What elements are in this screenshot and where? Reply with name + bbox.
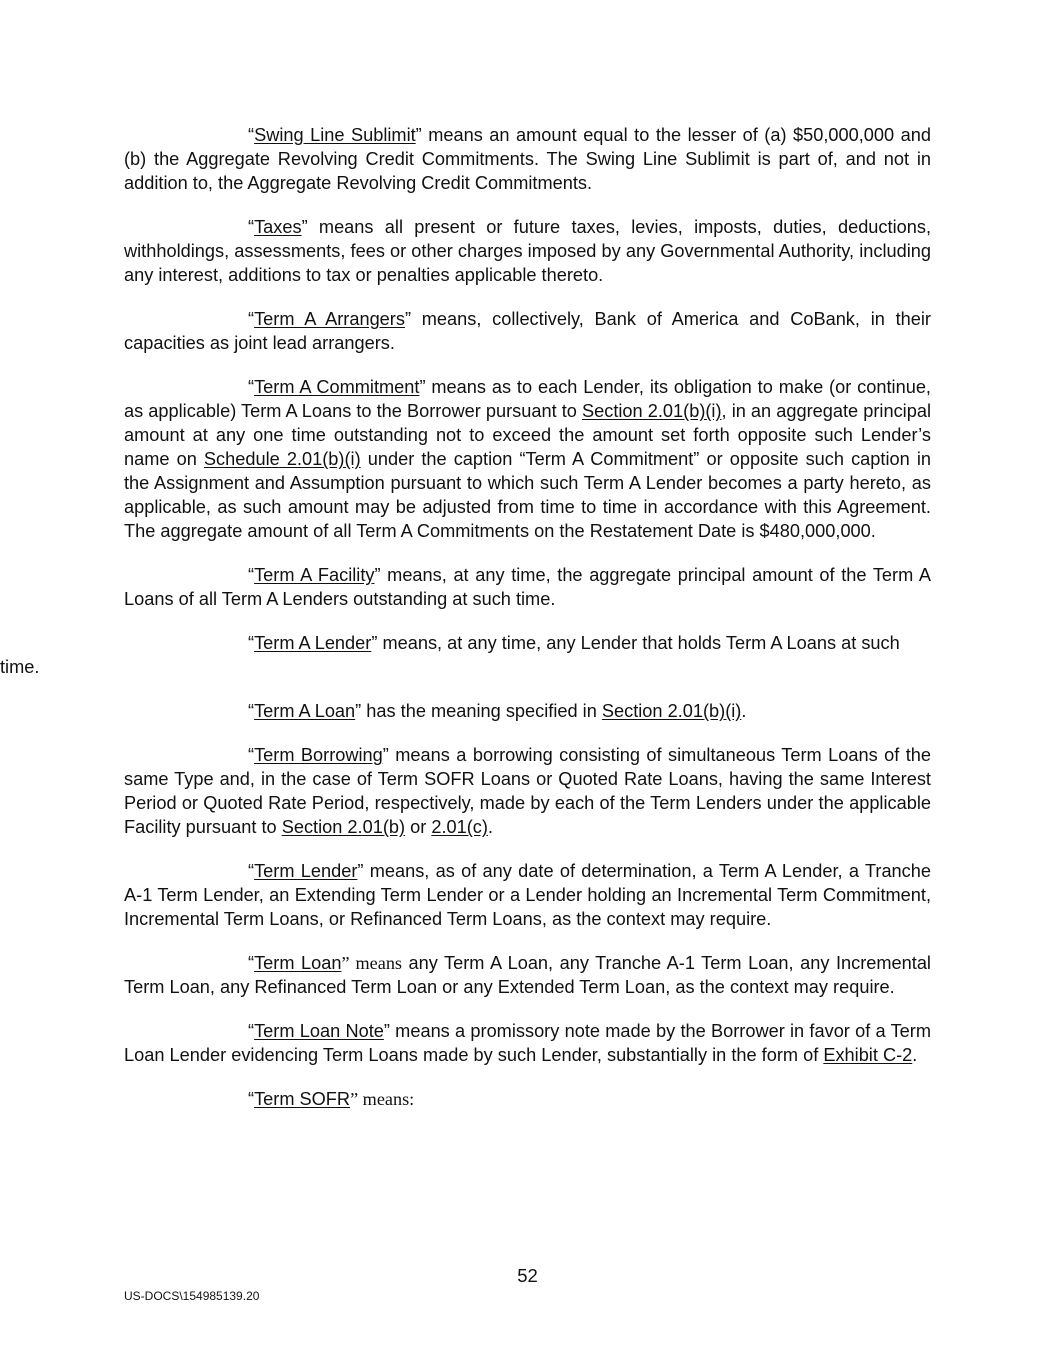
section-reference: Section 2.01(b)(i) xyxy=(601,701,742,721)
section-reference: Section 2.01(b) xyxy=(281,817,406,837)
defined-term: Term A Arrangers xyxy=(254,309,405,329)
defined-term: Term Loan xyxy=(254,953,342,973)
document-page xyxy=(0,123,931,1131)
page-number: 52 xyxy=(517,1265,538,1286)
section-reference: 2.01(c) xyxy=(431,817,488,837)
definition-text: under the caption “Term A Commitment” or opposite such caption in the Assignment and Assumption pursuant to which such Term A Lender becomes a party hereto, as applicable, as such amount may be adjusted from time to time in accordance with this Agreement. The aggregate amount of all Term A Commitments on the Restatement Date is $480,000,000. xyxy=(124,449,931,541)
defined-term: Term SOFR xyxy=(254,1089,351,1109)
definition-text: . xyxy=(487,817,493,837)
definition-text: ” means, at any time, the aggregate principal amount of the Term A Loans of all Term A Lenders outstanding at such time. xyxy=(124,565,931,609)
section-reference: Section 2.01(b)(i) xyxy=(582,401,722,421)
defined-term: Term A Lender xyxy=(254,633,372,653)
definition-text: ” means, at any time, any Lender that holds Term A Loans at such xyxy=(371,633,900,653)
schedule-reference: Schedule 2.01(b)(i) xyxy=(203,449,361,469)
definition-text: ” means as to each Lender, its obligation to make (or continue, as applicable) Term A Loans to the Borrower pursuant to xyxy=(124,377,931,421)
defined-term: Swing Line Sublimit xyxy=(254,125,416,145)
exhibit-reference: Exhibit C-2 xyxy=(823,1045,913,1065)
definition-text-continued: time. xyxy=(0,657,40,677)
defined-term: Term A Loan xyxy=(254,701,356,721)
defined-term: Term A Facility xyxy=(254,565,375,585)
definition-text: or xyxy=(405,817,432,837)
definition-text: ” means, collectively, Bank of America and CoBank, in their capacities as joint lead arrangers. xyxy=(124,309,931,353)
definition-text: any Term A Loan, any Tranche A-1 Term Loan, any Incremental Term Loan, any Refinanced Term Loan or any Extended Term Loan, as the context may require. xyxy=(124,953,931,997)
definition-text-serif: ” means: xyxy=(350,1089,415,1109)
definition-text: ” means a borrowing consisting of simultaneous Term Loans of the same Type and, in the case of Term SOFR Loans or Quoted Rate Loans, having the same Interest Period or Quoted Rate Period, respectively, made by each of the Term Lenders under the applicable Facility pursuant to xyxy=(124,745,931,837)
document-id: US-DOCS\154985139.20 xyxy=(124,1289,260,1303)
defined-term: Term A Commitment xyxy=(254,377,420,397)
definition-text: . xyxy=(741,701,747,721)
definition-term-sofr: “Term SOFR” means: xyxy=(248,1089,415,1109)
definition-term-a-arrangers: “Term A Arrangers” means, collectively, Bank of America and CoBank, in their capacities as joint lead arrangers. xyxy=(124,309,931,353)
definition-text-serif: ” means xyxy=(341,953,402,973)
defined-term: Term Borrowing xyxy=(254,745,383,765)
definition-term-lender: “Term Lender” means, as of any date of determination, a Term A Lender, a Tranche A-1 Term Lender, an Extending Term Lender or a Lender holding an Incremental Term Commitment, Incremental Term Loans, or Refinanced Term Loans, as the context may require. xyxy=(124,861,931,929)
defined-term: Term Loan Note xyxy=(254,1021,384,1041)
defined-term: Term Lender xyxy=(254,861,358,881)
definition-swing-line-sublimit: “Swing Line Sublimit” means an amount equal to the lesser of (a) $50,000,000 and (b) the Aggregate Revolving Credit Commitments. The Swing Line Sublimit is part of, and not in addition to, the Aggregate Revolving Credit Commitments. xyxy=(124,125,931,193)
definition-term-a-commitment: “Term A Commitment” means as to each Lender, its obligation to make (or continue, as applicable) Term A Loans to the Borrower pursuant to Section 2.01(b)(i), in an aggregate principal amount at any one time outstanding not to exceed the amount set forth opposite such Lender’s name on Schedule 2.01(b)(i) under the caption “Term A Commitment” or opposite such caption in the Assignment and Assumption pursuant to which such Term A Lender becomes a party hereto, as applicable, as such amount may be adjusted from time to time in accordance with this Agreement. The aggregate amount of all Term A Commitments on the Restatement Date is $480,000,000. xyxy=(124,377,931,541)
definition-text: ” means an amount equal to the lesser of (a) $50,000,000 and (b) the Aggregate Revolving Credit Commitments. The Swing Line Sublimit is part of, and not in addition to, the Aggregate Revolving Credit Commitments. xyxy=(124,125,931,193)
definition-text: , in an aggregate principal amount at any one time outstanding not to exceed the amount set forth opposite such Lender’s name on xyxy=(124,401,931,469)
definition-term-a-facility: “Term A Facility” means, at any time, the aggregate principal amount of the Term A Loans of all Term A Lenders outstanding at such time. xyxy=(124,565,931,609)
definition-term-loan: “Term Loan” means any Term A Loan, any Tranche A-1 Term Loan, any Incremental Term Loan, any Refinanced Term Loan or any Extended Term Loan, as the context may require. xyxy=(124,953,931,997)
definition-text: ” means, as of any date of determination, a Term A Lender, a Tranche A-1 Term Lender, an Extending Term Lender or a Lender holding an Incremental Term Commitment, Incremental Term Loans, or Refinanced Term Loans, as the context may require. xyxy=(124,861,931,929)
defined-term: Taxes xyxy=(254,217,302,237)
definition-text: ” means a promissory note made by the Borrower in favor of a Term Loan Lender evidencing Term Loans made by such Lender, substantially in the form of xyxy=(124,1021,931,1065)
definition-text: . xyxy=(912,1045,918,1065)
definition-term-a-loan: “Term A Loan” has the meaning specified in Section 2.01(b)(i). xyxy=(248,701,747,721)
definition-term-a-lender: “Term A Lender” means, at any time, any Lender that holds Term A Loans at such time. xyxy=(0,633,900,677)
definition-term-loan-note: “Term Loan Note” means a promissory note made by the Borrower in favor of a Term Loan Lender evidencing Term Loans made by such Lender, substantially in the form of Exhibit C-2. xyxy=(124,1021,931,1065)
definition-text: ” means all present or future taxes, levies, imposts, duties, deductions, withholdings, assessments, fees or other charges imposed by any Governmental Authority, including any interest, additions to tax or penalties applicable thereto. xyxy=(124,217,931,285)
definition-taxes: “Taxes” means all present or future taxes, levies, imposts, duties, deductions, withholdings, assessments, fees or other charges imposed by any Governmental Authority, including any interest, additions to tax or penalties applicable thereto. xyxy=(124,217,931,285)
definition-text: ” has the meaning specified in xyxy=(355,701,602,721)
definition-term-borrowing: “Term Borrowing” means a borrowing consisting of simultaneous Term Loans of the same Type and, in the case of Term SOFR Loans or Quoted Rate Loans, having the same Interest Period or Quoted Rate Period, respectively, made by each of the Term Lenders under the applicable Facility pursuant to Section 2.01(b) or 2.01(c). xyxy=(124,745,931,837)
